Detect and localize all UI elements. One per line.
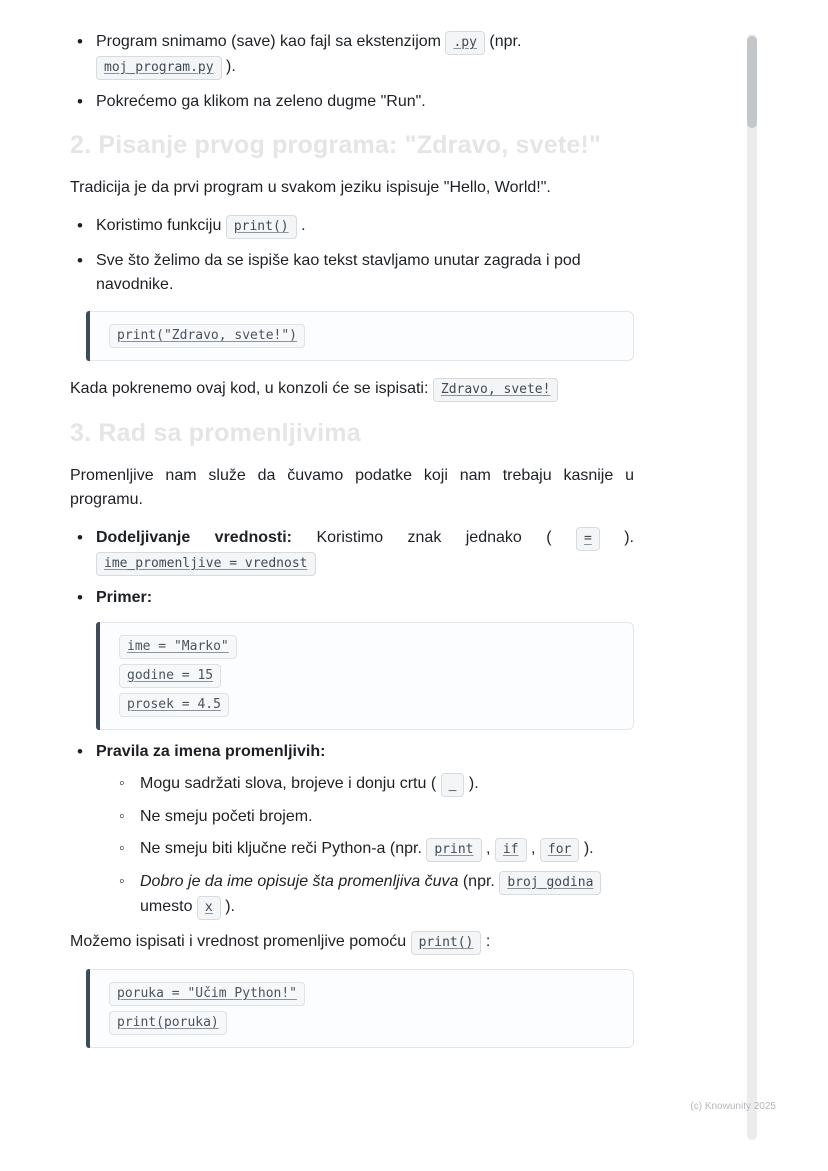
list-item xyxy=(118,870,634,920)
inline-code: .py xyxy=(445,31,484,55)
bullet-list xyxy=(70,30,634,114)
section-heading: 3. Rad sa promenljivima xyxy=(70,419,361,447)
text-run: Možemo ispisati i vrednost promenljive pomoću xyxy=(70,933,407,950)
italic-text: Dobro je da ime opisuje šta promenljiva čuva xyxy=(140,873,459,890)
text-run: . xyxy=(301,217,306,234)
code-block xyxy=(86,311,634,361)
code-line: prosek = 4.5 xyxy=(119,693,229,717)
inline-code: ime_promenljive = vrednost xyxy=(96,552,316,576)
sub-bullet-list xyxy=(96,772,634,920)
inline-code: if xyxy=(495,838,527,862)
code-line: poruka = "Učim Python!" xyxy=(109,982,305,1006)
list-item xyxy=(70,30,634,80)
text-run: Ne smeju biti ključne reči Python-a (npr. xyxy=(140,840,422,857)
text-run: ). xyxy=(225,898,235,915)
text-run: Mogu sadržati slova, brojeve i donju crtu ( xyxy=(140,775,437,792)
code-line: ime = "Marko" xyxy=(119,635,237,659)
list-item xyxy=(70,740,634,920)
bullet-list xyxy=(70,526,634,920)
text-run: , xyxy=(530,840,536,857)
text-run: umesto xyxy=(140,898,193,915)
list-item: • Sve što želimo da se ispiše kao tekst stavljamo unutar zagrada i pod navodnike. xyxy=(70,249,634,297)
code-line: print(poruka) xyxy=(109,1011,227,1035)
inline-code: x xyxy=(197,896,221,920)
inline-code: moj_program.py xyxy=(96,56,222,80)
list-item: • Pokrećemo ga klikom na zeleno dugme "Run". xyxy=(70,90,634,114)
inline-code: print() xyxy=(226,215,297,239)
inline-code: for xyxy=(540,838,579,862)
text-run: , xyxy=(485,840,491,857)
bold-text: Primer: xyxy=(96,589,153,606)
inline-code: Zdravo, svete! xyxy=(433,378,559,402)
text-run: Koristimo znak jednako ( xyxy=(316,529,552,546)
text-run: Koristimo funkciju xyxy=(96,217,222,234)
watermark: (c) Knowunity 2025 xyxy=(690,1101,776,1112)
scrollbar-thumb[interactable] xyxy=(747,36,757,128)
paragraph: Promenljive nam služe da čuvamo podatke koji nam trebaju kasnije u programu. xyxy=(70,467,634,508)
text-run: Program snimamo (save) kao fajl sa ekstenzijom xyxy=(96,33,442,50)
list-item xyxy=(118,772,634,797)
list-item xyxy=(70,526,634,576)
inline-code: print() xyxy=(411,931,482,955)
list-item: ◦ Ne smeju početi brojem. xyxy=(118,805,634,829)
document-content xyxy=(70,30,634,1064)
text-run: : xyxy=(485,933,491,950)
text-run: (npr. xyxy=(489,33,522,50)
scrollbar-track[interactable] xyxy=(747,34,757,1140)
inline-code: print xyxy=(426,838,481,862)
inline-code: broj_godina xyxy=(499,871,601,895)
text-run: (npr. xyxy=(462,873,495,890)
bullet-list xyxy=(70,214,634,297)
bold-text: Pravila za imena promenljivih: xyxy=(96,743,326,760)
section-heading: 2. Pisanje prvog programa: "Zdravo, svete!" xyxy=(70,131,602,159)
text-run: Kada pokrenemo ovaj kod, u konzoli će se ispisati: xyxy=(70,380,429,397)
inline-code: _ xyxy=(441,773,465,797)
paragraph xyxy=(70,930,634,955)
list-item xyxy=(70,586,634,730)
bold-text: Dodeljivanje vrednosti: xyxy=(96,529,293,546)
code-block xyxy=(86,969,634,1048)
list-item xyxy=(118,837,634,862)
inline-code: = xyxy=(576,527,600,551)
text-run: ). xyxy=(226,58,236,75)
code-line: print("Zdravo, svete!") xyxy=(109,324,305,348)
list-item xyxy=(70,214,634,239)
text-run: ). xyxy=(624,529,634,546)
text-run: ). xyxy=(468,775,479,792)
paragraph: Tradicija je da prvi program u svakom jeziku ispisuje "Hello, World!". xyxy=(70,179,551,196)
code-block xyxy=(96,622,634,730)
text-run: ). xyxy=(583,840,594,857)
code-line: godine = 15 xyxy=(119,664,221,688)
paragraph xyxy=(70,377,634,402)
